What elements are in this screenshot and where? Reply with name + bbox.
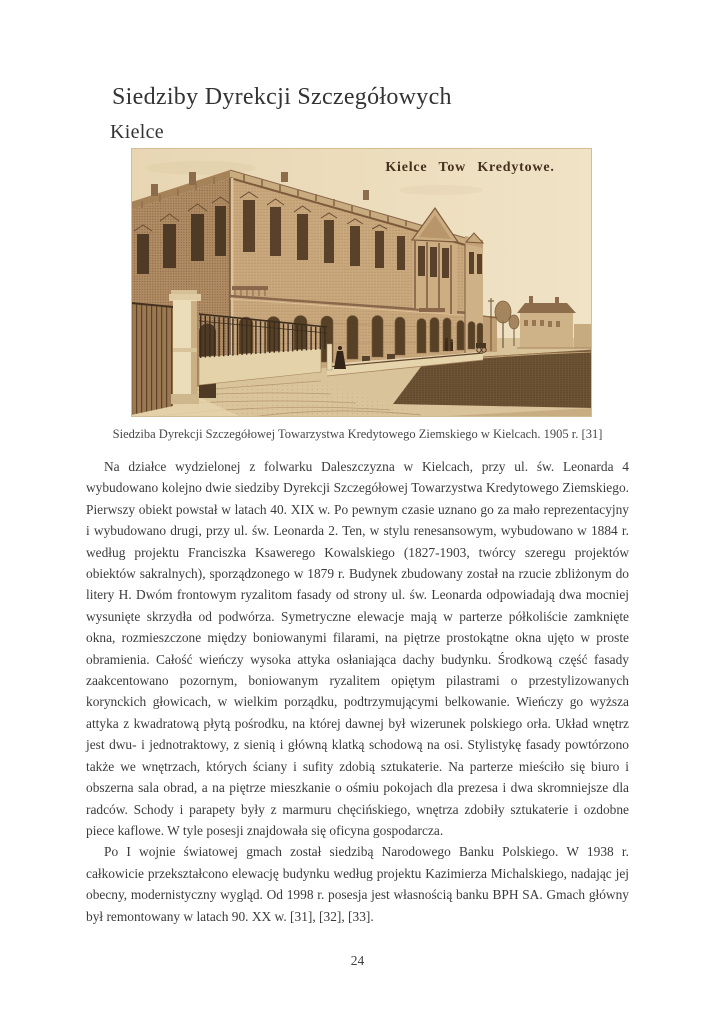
page-title: Siedziby Dyrekcji Szczegółowych (112, 84, 452, 110)
body-text-column (86, 456, 629, 969)
gate-pillar (169, 290, 201, 404)
postcard-label: Kielce Tow Kredytowe. (385, 160, 555, 175)
postcard-image (131, 148, 592, 417)
section-subtitle: Kielce (110, 121, 164, 143)
paragraph-2: Po I wojnie światowej gmach został siedzibą Narodowego Banku Polskiego. W 1938 r. całkowicie przekształcono elewację budynku według projektu Kazimierza Michalskiego, nadając jej obecny, modernistyczny wygląd. Od 1998 r. posesja jest własnością banku BPH SA. Gmach główny był remontowany w latach 90. XX w. [31], [32], [33]. (86, 844, 629, 924)
figure-caption: Siedziba Dyrekcji Szczegółowej Towarzystwa Kredytowego Ziemskiego w Kielcach. 1905 r. [31] (112, 427, 603, 441)
postcard-figure (131, 148, 592, 417)
page-number: 24 (350, 952, 365, 968)
paragraph-1: Na działce wydzielonej z folwarku Daleszczyzna w Kielcach, przy ul. św. Leonarda 4 wybudowano kolejno dwie siedziby Dyrekcji Szczegółowej Towarzystwa Kredytowego Ziemskiego. Pierwszy obiekt powstał w latach 40. XIX w. Po pewnym czasie uznano go za mało reprezentacyjny i wybudowano drugi, przy ul. św. Leonarda 2. Ten, w stylu renesansowym, wybudowano w 1884 r. według projektu Franciszka Ksawerego Kowalskiego (1827-1903, twórcy szeregu projektów obiektów sakralnych), sporządzonego w 1879 r. Budynek zbudowany został na rzucie zbliżonym do litery H. Dwóm frontowym ryzalitom fasady od strony ul. św. Leonarda odpowiadają dwa mocniej wysunięte skrzydła od podwórza. Symetryczne elewacje mają w parterze półkoliście zamknięte okna, rozmieszczone między boniowanymi filarami, na piętrze prostokątne okna ujęto w proste obramienia. Całość wieńczy wysoka attyka osłaniająca dachy budynku. Środkową część fasady zaakcentowano pozornym, boniowanym ryzalitem opiętym pilastrami o przestylizowanych korynckich głowicach, w wielkim porządku, podtrzymującymi belkowanie. Wieńczy go wyższa attyka z kwadratową płytą pośrodku, na której dawnej był wizerunek polskiego orła. Układ wnętrz jest dwu- i jednotraktowy, z sienią i główną klatką schodową na osi. Stylistykę fasady powtórzono także we wnętrzach, których ściany i sufity zdobią sztukaterie. Na parterze mieściło się biuro i obszerna sala obrad, a na piętrze mieszkanie o ośmiu pokojach dla prezesa i dwa skromniejsze dla radców. Schody i parapety były z marmuru chęcińskiego, wnętrza zdobiły sztukaterie i ozdobne piece kaflowe. W tyle posesji znajdowała się oficyna gospodarcza. (86, 459, 629, 838)
